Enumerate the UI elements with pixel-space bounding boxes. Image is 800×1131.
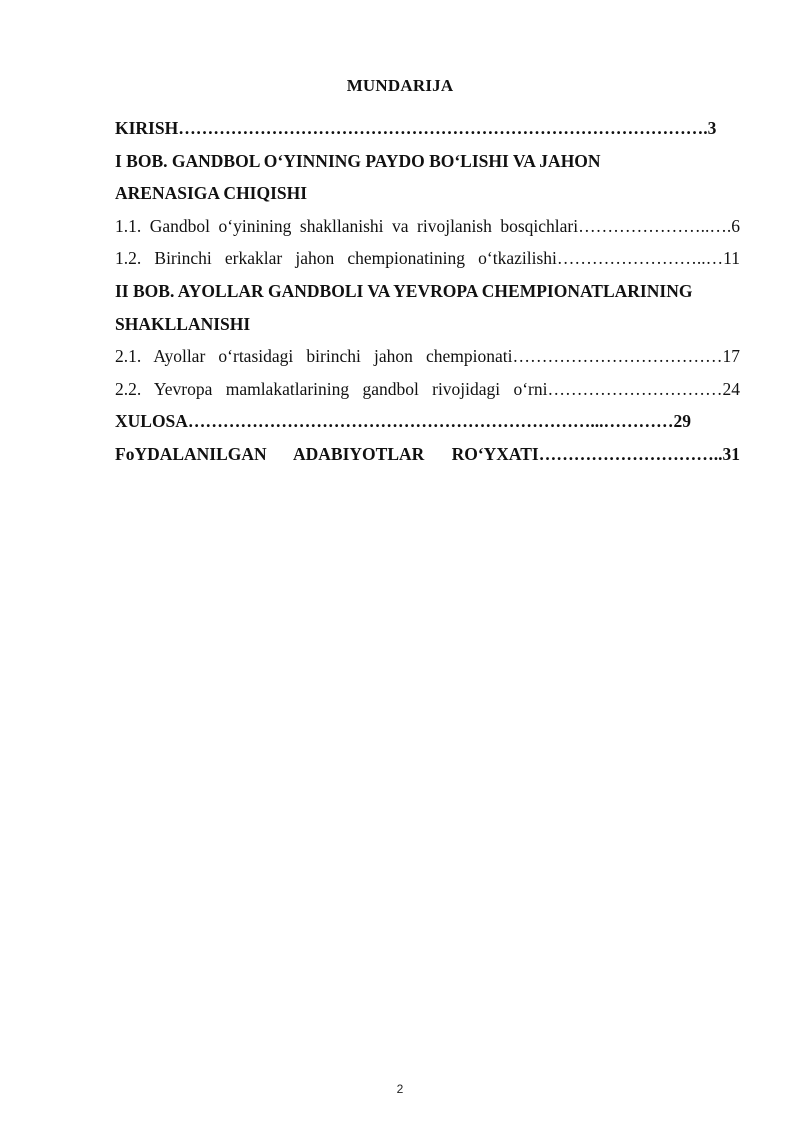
toc-chapter-1-heading: I BOB. GANDBOL O‘YINNING PAYDO BO‘LISHI VA JAHON	[115, 150, 601, 171]
toc-entry-xulosa: XULOSA……………………………………………………………...…………29	[115, 411, 692, 432]
page-number: 2	[396, 1082, 404, 1096]
toc-entry-adabiyotlar: FoYDALANILGAN ADABIYOTLAR RO‘YXATI…………………………..31	[115, 443, 740, 464]
page-title: MUNDARIJA	[346, 76, 454, 95]
toc-chapter-1-heading-continued: ARENASIGA CHIQISHI	[115, 183, 308, 204]
toc-entry-kirish: KIRISH……………………………………………………………………………….3	[115, 118, 717, 138]
toc-section-2-1: 2.1. Ayollar o‘rtasidagi birinchi jahon chempionati………………………………17	[115, 346, 740, 367]
toc-section-1-2: 1.2. Birinchi erkaklar jahon chempionatining o‘tkazilishi……………………..…11	[115, 248, 740, 269]
toc-section-2-2: 2.2. Yevropa mamlakatlarining gandbol rivojidagi o‘rni…………………………24	[115, 378, 740, 399]
toc-section-1-1: 1.1. Gandbol o‘yinining shakllanishi va rivojlanish bosqichlari…………………..….6	[115, 215, 740, 236]
table-of-contents	[115, 112, 740, 471]
toc-chapter-2-heading: II BOB. AYOLLAR GANDBOLI VA YEVROPA CHEMPIONATLARINING	[115, 280, 693, 301]
toc-chapter-2-heading-continued: SHAKLLANISHI	[115, 313, 251, 334]
